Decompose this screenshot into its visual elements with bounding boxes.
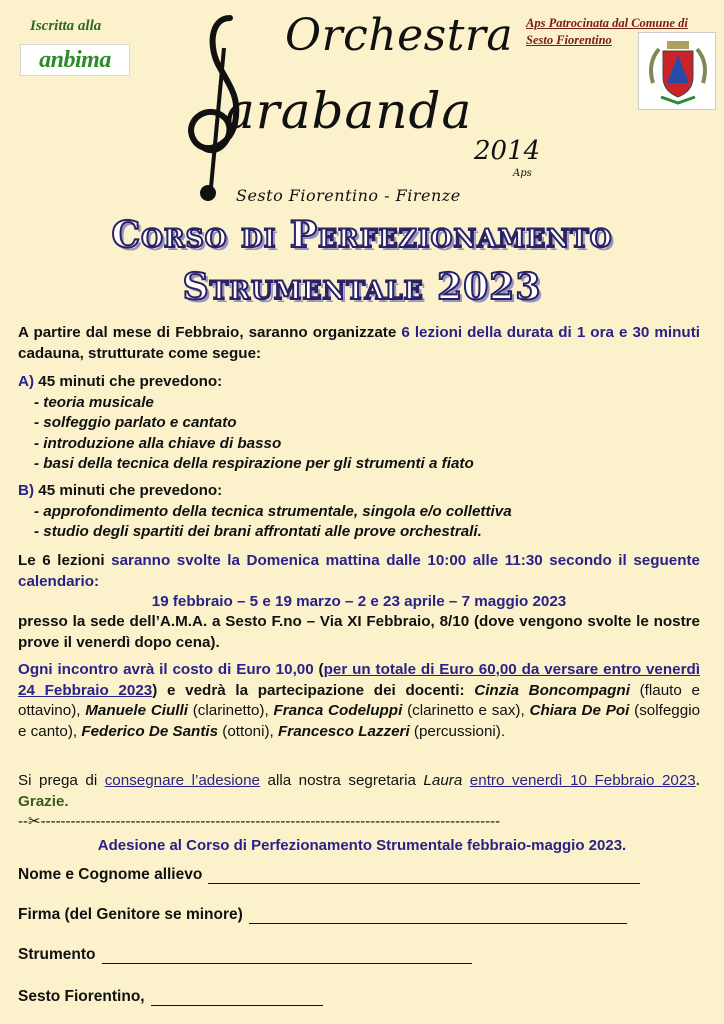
patronage-line-1: Aps Patrocinata dal Comune di [526,16,688,30]
intro-text-1: A partire dal mese di Febbraio, saranno organizzate [18,324,402,341]
intro-paragraph [18,323,700,364]
name-field-line[interactable] [208,868,640,884]
intro-highlight: 6 lezioni della durata di 1 ora e 30 minuti [401,324,700,341]
request-thanks: . Grazie. [18,772,700,810]
teacher-role: (solfeggio e canto), [18,702,701,740]
orchestra-aps: Aps [513,168,532,179]
schedule-dates: 19 febbraio – 5 e 19 marzo – 2 e 23 aprile – 7 maggio 2023 [151,593,567,610]
date-field-line[interactable] [151,990,323,1006]
scissors-icon: ✂ [28,813,41,830]
section-a [18,372,700,475]
instrument-field[interactable] [18,946,472,964]
orchestra-name: arabanda [225,82,473,140]
schedule-paragraph [18,551,700,592]
teacher-role: (clarinetto), [187,702,274,719]
signature-field-line[interactable] [249,908,627,924]
signature-field[interactable] [18,906,627,924]
orchestra-word: Orchestra [285,10,514,61]
intro-text-2: cadauna, strutturate come segue: [18,344,262,362]
teacher-name: Franca Codeluppi [273,702,403,719]
section-b-marker: B) [18,482,35,499]
teacher-role: (clarinetto e sax), [402,702,530,719]
teacher-name: Federico De Santis [81,722,219,740]
cost-highlight: Ogni incontro avrà il costo di Euro 10,00 [18,661,314,678]
section-b-heading: 45 minuti che prevedono: [34,482,223,499]
name-field[interactable] [18,866,640,884]
municipal-crest-icon [638,32,716,110]
section-a-marker: A) [18,373,35,390]
instrument-field-label: Strumento [18,946,96,963]
anbima-logo-text: anbima [39,46,111,73]
teacher-name: Francesco Lazzeri [278,722,410,740]
teacher-name: Manuele Ciulli [85,702,188,719]
anbima-logo [20,44,130,76]
request-text-2: alla nostra segretaria [259,772,424,789]
crest-icon [639,33,717,111]
cost-paragraph [18,660,700,742]
instrument-field-line[interactable] [102,948,472,964]
signature-field-label: Firma (del Genitore se minore) [18,906,243,923]
section-b [18,481,700,543]
section-a-item: - teoria musicale [34,393,154,411]
orchestra-location: Sesto Fiorentino - Firenze [236,186,461,205]
schedule-venue: presso la sede dell’A.M.A. a Sesto F.no – Via XI Febbraio, 8/10 (dove vengono svolte le nostre prove il venerdì dopo cena). [18,613,700,651]
orchestra-year: 2014 [474,136,541,166]
section-a-item: - introduzione alla chiave di basso [34,434,282,452]
secretary-name: Laura [423,772,463,789]
cost-text-2: ) e vedrà la partecipazione dei docenti: [152,681,465,699]
name-field-label: Nome e Cognome allievo [18,866,203,883]
teacher-role: (percussioni). [409,722,506,740]
place-field-label: Sesto Fiorentino, [18,988,145,1005]
patronage-line-2: Sesto Fiorentino [526,33,612,47]
section-b-item: - studio degli spartiti dei brani affrontati alle prove orchestrali. [34,523,482,540]
course-title-line-2: Strumentale 2023 [182,266,542,308]
section-a-item: - solfeggio parlato e cantato [34,414,237,431]
cut-dashes: -------------------------------------------------------------------------------------------- [40,813,501,830]
schedule-text-1: Le 6 lezioni [18,552,112,569]
place-date-field[interactable] [18,988,323,1006]
cut-prefix: -- [18,813,28,830]
section-b-item: - approfondimento della tecnica strumentale, singola e/o collettiva [34,502,512,520]
cost-text-1: ( [313,661,324,678]
cost-total-link[interactable]: per un totale di Euro 60,00 da versare entro venerdì 24 Febbraio 2023 [18,661,700,699]
request-text-1: Si prega di [18,772,105,789]
teacher-name: Cinzia Boncompagni [474,681,630,699]
enrolled-label: Iscritta alla [30,18,102,34]
deadline-link[interactable]: entro venerdì 10 Febbraio 2023 [469,772,696,789]
teacher-name: Chiara De Poi [529,702,630,719]
teacher-role: (ottoni), [218,722,278,740]
request-paragraph [18,771,700,812]
schedule-highlight: saranno svolte la Domenica mattina dalle 10:00 alle 11:30 secondo il seguente calendario: [18,552,700,590]
cut-line [18,812,708,830]
form-heading: Adesione al Corso di Perfezionamento Strumentale febbraio-maggio 2023. [97,837,627,854]
teacher-role: (flauto e ottavino), [18,681,700,719]
section-a-heading: 45 minuti che prevedono: [34,373,223,390]
course-title-line-1: Corso di Perfezionamento [111,214,613,256]
section-a-item: - basi della tecnica della respirazione per gli strumenti a fiato [34,455,474,472]
submit-form-link[interactable]: consegnare l’adesione [104,772,260,789]
request-text-3 [462,772,470,789]
